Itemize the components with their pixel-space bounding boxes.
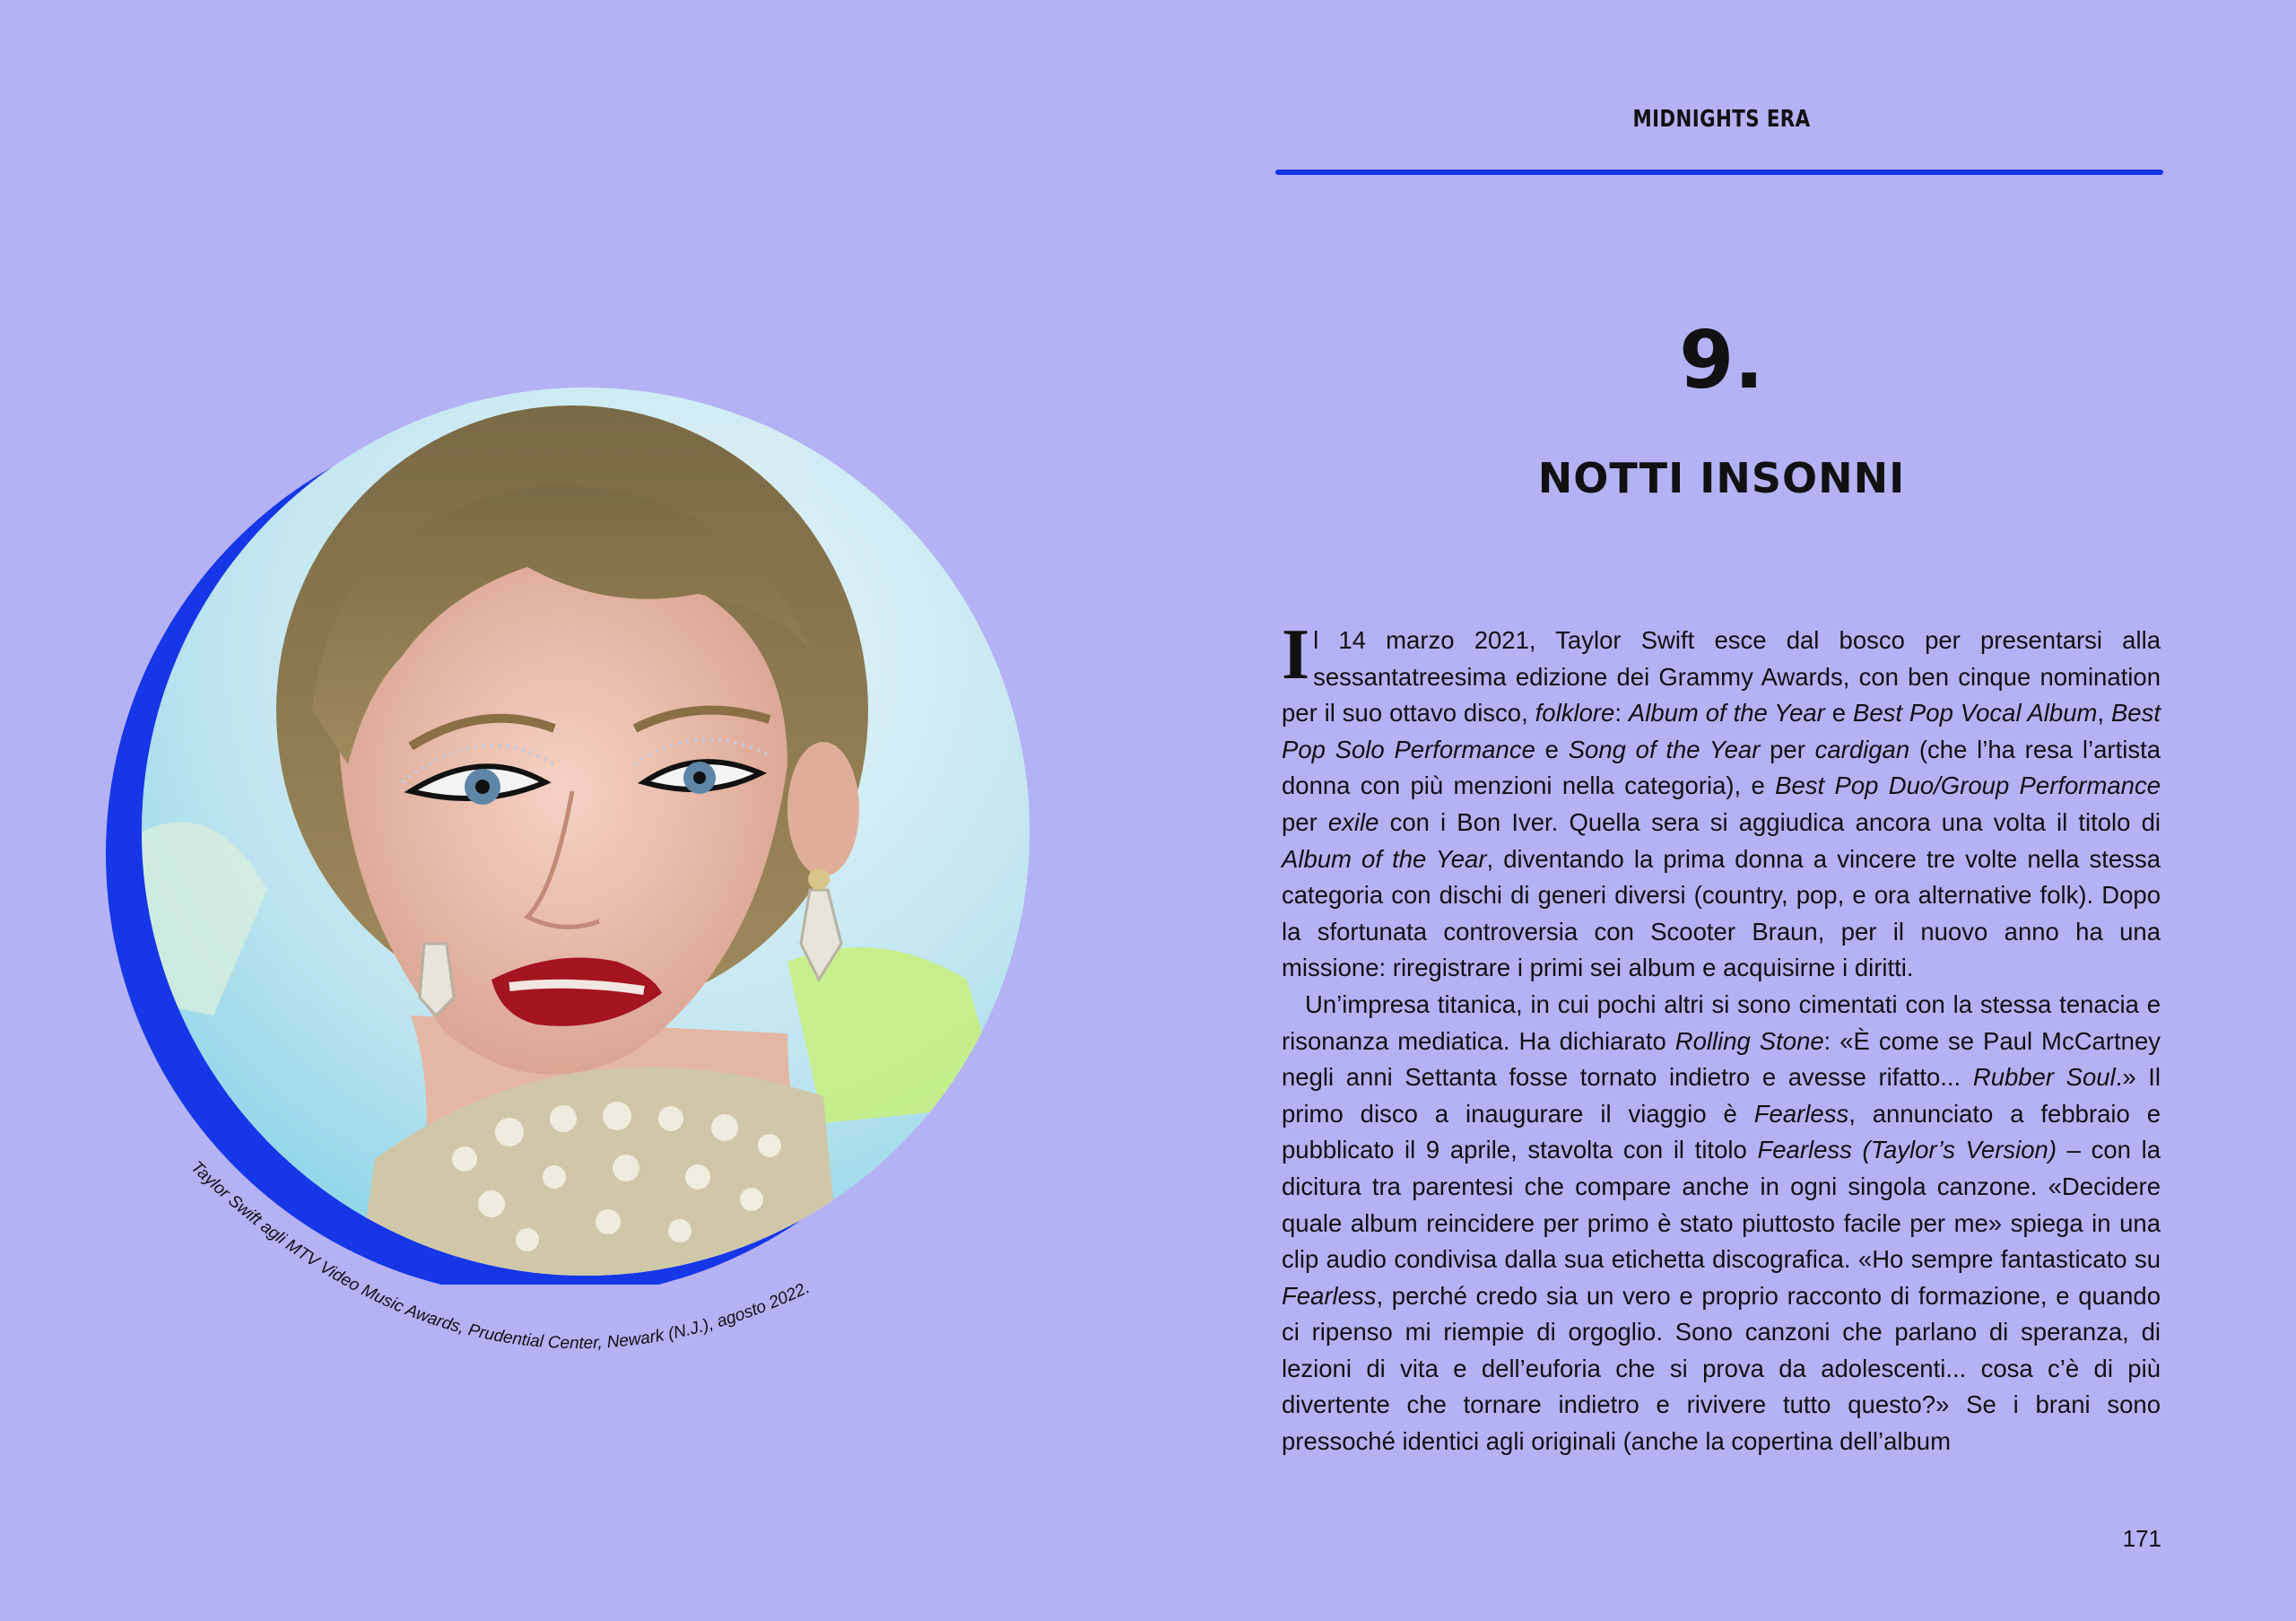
text-run: per <box>1282 807 1328 836</box>
italic-run: Song of the Year <box>1568 735 1761 763</box>
text-run: , diventando la prima donna a vincere tre volte nella stessa categoria con dischi di generi diversi (country, pop, e ora alternative folk). Dopo la sfortunata controversia con Scooter Braun, per il nuovo anno ha una missione: riregistrare i primi sei album e acquisirne i diritti. <box>1282 844 2161 982</box>
text-run: e <box>1824 699 1853 728</box>
text-run: : <box>1614 699 1629 728</box>
italic-run: Best Pop Vocal Album <box>1852 699 2098 728</box>
text-run: con i Bon Iver. Quella sera si aggiudica ancora una volta il titolo di <box>1378 807 2161 836</box>
text-run: .» Il primo disco a inaugurare il viaggio è <box>1282 1063 2161 1128</box>
italic-run: Fearless <box>1282 1281 1377 1310</box>
text-run: , <box>2097 699 2111 728</box>
italic-run: exile <box>1327 807 1379 836</box>
chapter-body <box>1282 615 2161 1460</box>
text-run: per <box>1760 735 1815 763</box>
chapter-number: 9. <box>1679 314 1764 406</box>
page-number: 171 <box>2122 1525 2161 1552</box>
text-run: – con la dicitura tra parentesi che compare anche in ogni singola canzone. «Decidere quale album reincidere per primo è stato piuttosto facile per me» spiega in una clip audio condivisa dalla sua etichetta discografica. «Ho sempre fantasticato su <box>1282 1136 2161 1274</box>
italic-run: Album of the Year <box>1282 844 1487 873</box>
paragraph-2 <box>1282 987 2161 1460</box>
italic-run: Fearless (Taylor’s Version) <box>1757 1136 2057 1164</box>
text-run: , perché credo sia un vero e proprio racconto di formazione, e quando ci ripenso mi riempie di orgoglio. Sono canzoni che parlano di speranza, di lezioni di vita e dell’euforia che si prova da adolescenti... cosa c’è di più divertente che tornare indietro e rivivere tutto questo?» Se i brani sono pressoché identici agli originali (anche la copertina dell’album <box>1282 1281 2161 1456</box>
running-head: MIDNIGHTS ERA <box>1632 106 1811 133</box>
italic-run: Fearless <box>1753 1099 1849 1128</box>
caption-text: Taylor Swift agli MTV Video Music Awards, Prudential Center, Newark (N.J.), agosto 2022. <box>187 1157 813 1354</box>
header-rule <box>1275 170 2163 175</box>
text-run: e <box>1535 735 1569 763</box>
italic-run: Best Pop Duo/Group Performance <box>1775 771 2161 800</box>
text-run: (che l’ha resa l’artista donna con più menzioni nella categoria), e <box>1282 735 2161 800</box>
text-run: Un’impresa titanica, in cui pochi altri si sono cimentati con la stessa tenacia e risonanza mediatica. Ha dichiarato <box>1282 989 2161 1055</box>
italic-run: cardigan <box>1814 735 1910 763</box>
drop-cap: I <box>1282 615 1310 694</box>
text-run: : «È come se Paul McCartney negli anni Settanta fosse tornato indietro e avesse rifatto... <box>1282 1026 2161 1092</box>
svg-text:Taylor Swift agli MTV Video Mu <box>187 1158 813 1354</box>
paragraph-1 <box>1282 615 2161 987</box>
text-run: , annunciato a febbraio e pubblicato il 9 aprile, stavolta con il titolo <box>1282 1099 2161 1164</box>
italic-run: Album of the Year <box>1628 699 1825 728</box>
italic-run: Rubber Soul <box>1972 1063 2116 1092</box>
text-run: l 14 marzo 2021, Taylor Swift esce dal bosco per presentarsi alla sessantatreesima edizione dei Grammy Awards, con ben cinque nomination per il suo ottavo disco, <box>1282 626 2161 728</box>
chapter-title: NOTTI INSONNI <box>1537 454 1906 502</box>
italic-run: Best Pop Solo Performance <box>1282 699 2161 763</box>
italic-run: folklore <box>1535 699 1615 728</box>
italic-run: Rolling Stone <box>1674 1026 1824 1055</box>
